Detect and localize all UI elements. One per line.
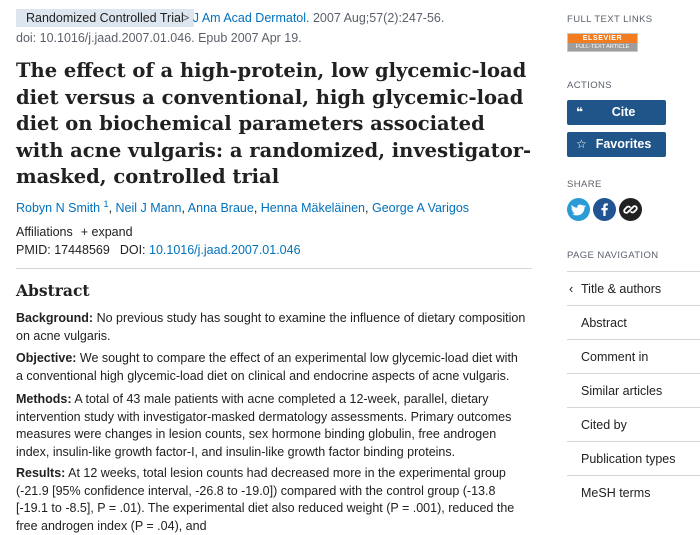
nav-publication-types[interactable]	[567, 441, 700, 475]
cite-button[interactable]	[567, 100, 666, 125]
nav-comment-in[interactable]	[567, 339, 700, 373]
affiliations-label: Affiliations	[16, 225, 73, 239]
methods-label: Methods:	[16, 392, 72, 406]
abstract-heading: Abstract	[16, 281, 90, 300]
nav-mesh-terms[interactable]	[567, 475, 700, 509]
results-label: Results:	[16, 466, 66, 480]
facebook-icon[interactable]	[593, 198, 616, 221]
affiliations-row	[16, 225, 133, 239]
author-link[interactable]: Anna Braue	[187, 201, 254, 216]
chevron-left-icon: ‹	[569, 281, 574, 296]
publication-type-badge: Randomized Controlled Trial	[16, 9, 194, 27]
elsevier-logo-text: ELSEVIER	[568, 34, 637, 43]
author-link[interactable]: Henna Mäkeläinen	[260, 201, 366, 216]
citation-details: 2007 Aug;57(2):247-56.	[309, 11, 445, 25]
nav-item-label: Similar articles	[581, 384, 663, 398]
background-text: No previous study has sought to examine the influence of dietary composition on acne vulgaris.	[16, 311, 526, 343]
abstract-background	[16, 310, 526, 345]
author-link[interactable]: Neil J Mann	[115, 201, 182, 216]
identifiers-row	[16, 243, 301, 257]
abstract-objective	[16, 350, 526, 385]
journal-link[interactable]: J Am Acad Dermatol.	[192, 11, 310, 25]
sidebar	[548, 0, 700, 515]
favorites-label: Favorites	[595, 137, 652, 151]
author-link[interactable]: George A Varigos	[371, 201, 470, 216]
objective-text: We sought to compare the effect of an experimental low glycemic-load diet with a conventional high glycemic-load diet on clinical and endocrine aspects of acne vulgaris.	[16, 351, 518, 383]
doi-link[interactable]: 10.1016/j.jaad.2007.01.046	[149, 243, 301, 257]
doi-epub-line: doi: 10.1016/j.jaad.2007.01.046. Epub 2007 Apr 19.	[16, 31, 302, 45]
link-icon[interactable]	[619, 198, 642, 221]
nav-item-label: MeSH terms	[581, 486, 651, 500]
elsevier-full-text-link[interactable]	[567, 33, 638, 52]
full-text-links-label: FULL TEXT LINKS	[567, 14, 653, 25]
page-navigation-label: PAGE NAVIGATION	[567, 250, 659, 261]
nav-item-label: Publication types	[581, 452, 676, 466]
citation-prefix: >	[182, 11, 193, 25]
favorites-button[interactable]	[567, 132, 666, 157]
cite-label: Cite	[611, 105, 636, 119]
quote-icon: ❝	[576, 105, 584, 119]
citation	[182, 10, 444, 26]
author-list: Robyn N Smith $^1$, Neil J Mann, Anna Braue, Henna Mäkeläinen, George A Varigos	[16, 199, 470, 216]
objective-label: Objective:	[16, 351, 77, 365]
doi-label: DOI:	[119, 243, 146, 257]
article-title: The effect of a high-protein, low glycemic-load diet versus a conventional, high glycemic-load diet on biochemical parameters associated with acne vulgaris: a randomized, investigator-masked, controlled trial	[16, 59, 532, 188]
actions-label: ACTIONS	[567, 80, 613, 91]
results-text: At 12 weeks, total lesion counts had decreased more in the experimental group (-21.9 [95% confidence interval, -26.8 to -19.0]) compared with the control group (-13.8 [-19.1 to -8.5], P = .01). The experimental diet also reduced weight (P = .001), reduced the free androgen index (P = .04), and	[16, 466, 515, 533]
pmid: PMID: 17448569	[16, 243, 110, 257]
nav-similar-articles[interactable]	[567, 373, 700, 407]
full-text-article-text: FULL-TEXT ARTICLE	[568, 43, 637, 51]
expand-affiliations-button[interactable]: + expand	[80, 225, 133, 239]
nav-item-label: Comment in	[581, 350, 649, 364]
author-link[interactable]: Robyn N Smith	[16, 201, 101, 216]
nav-item-label: Title & authors	[581, 282, 662, 296]
nav-title-authors[interactable]	[567, 271, 700, 305]
affiliation-sup[interactable]: 1	[103, 199, 109, 209]
star-icon: ☆	[576, 137, 587, 151]
abstract-methods	[16, 391, 526, 461]
nav-item-label: Cited by	[581, 418, 627, 432]
nav-cited-by[interactable]	[567, 407, 700, 441]
twitter-icon[interactable]	[567, 198, 590, 221]
abstract-results	[16, 465, 526, 535]
nav-abstract[interactable]	[567, 305, 700, 339]
share-label: SHARE	[567, 179, 602, 190]
methods-text: A total of 43 male patients with acne completed a 12-week, parallel, dietary intervention study with investigator-masked dermatology assessments. Primary outcomes measures were changes in lesion counts, sex hormone binding globulin, free androgen index, insulin-like growth factor-I, and insulin-like growth factor binding proteins.	[16, 392, 512, 459]
divider	[16, 268, 532, 269]
background-label: Background:	[16, 311, 94, 325]
nav-item-label: Abstract	[581, 316, 627, 330]
